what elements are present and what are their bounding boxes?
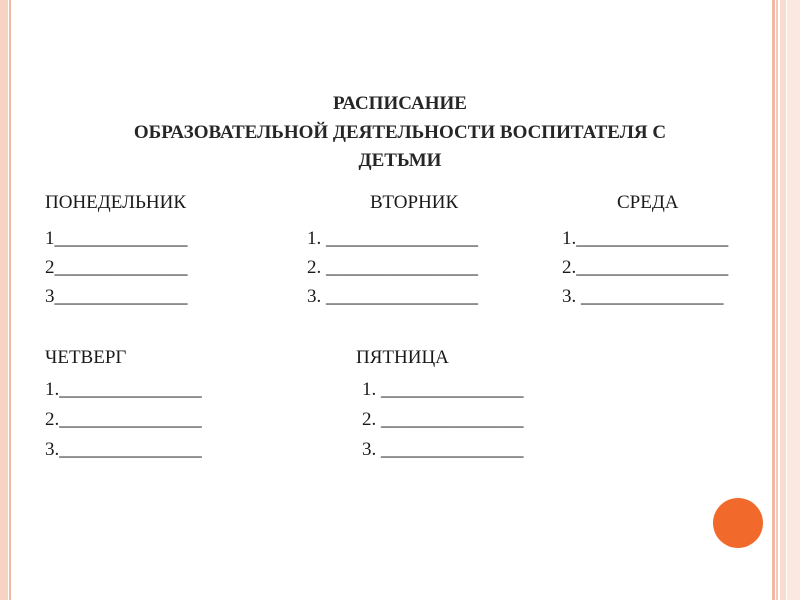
thursday-line-3: 3._______________ bbox=[45, 439, 202, 460]
tuesday-line-3: 3. ________________ bbox=[307, 286, 478, 307]
friday-line-3: 3. _______________ bbox=[362, 439, 524, 460]
thursday-label: ЧЕТВЕРГ bbox=[45, 347, 127, 368]
tuesday-line-1: 1. ________________ bbox=[307, 228, 478, 249]
tuesday-line-2: 2. ________________ bbox=[307, 257, 478, 278]
wednesday-label: СРЕДА bbox=[617, 192, 679, 213]
right-border-stripe bbox=[780, 0, 786, 600]
orange-circle-decoration bbox=[713, 498, 763, 548]
title-line-1: РАСПИСАНИЕ bbox=[333, 93, 467, 114]
title-line-2: ОБРАЗОВАТЕЛЬНОЙ ДЕЯТЕЛЬНОСТИ ВОСПИТАТЕЛЯ С bbox=[133, 122, 667, 143]
tuesday-label: ВТОРНИК bbox=[370, 192, 459, 213]
left-border-stripe bbox=[0, 0, 8, 600]
wednesday-line-2: 2.________________ bbox=[562, 257, 729, 278]
thursday-line-1: 1._______________ bbox=[45, 379, 202, 400]
left-border-line bbox=[9, 0, 11, 600]
friday-line-2: 2. _______________ bbox=[362, 409, 524, 430]
monday-label: ПОНЕДЕЛЬНИК bbox=[45, 192, 186, 213]
friday-label: ПЯТНИЦА bbox=[356, 347, 449, 368]
wednesday-line-1: 1.________________ bbox=[562, 228, 729, 249]
right-border-band bbox=[787, 0, 800, 600]
monday-line-2: 2______________ bbox=[45, 257, 188, 278]
right-border-line bbox=[772, 0, 775, 600]
friday-line-1: 1. _______________ bbox=[362, 379, 524, 400]
monday-line-3: 3______________ bbox=[45, 286, 188, 307]
monday-line-1: 1______________ bbox=[45, 228, 188, 249]
thursday-line-2: 2._______________ bbox=[45, 409, 202, 430]
wednesday-line-3: 3. _______________ bbox=[562, 286, 724, 307]
right-border-line-2 bbox=[776, 0, 778, 600]
title-line-3: ДЕТЬМИ bbox=[358, 150, 442, 171]
